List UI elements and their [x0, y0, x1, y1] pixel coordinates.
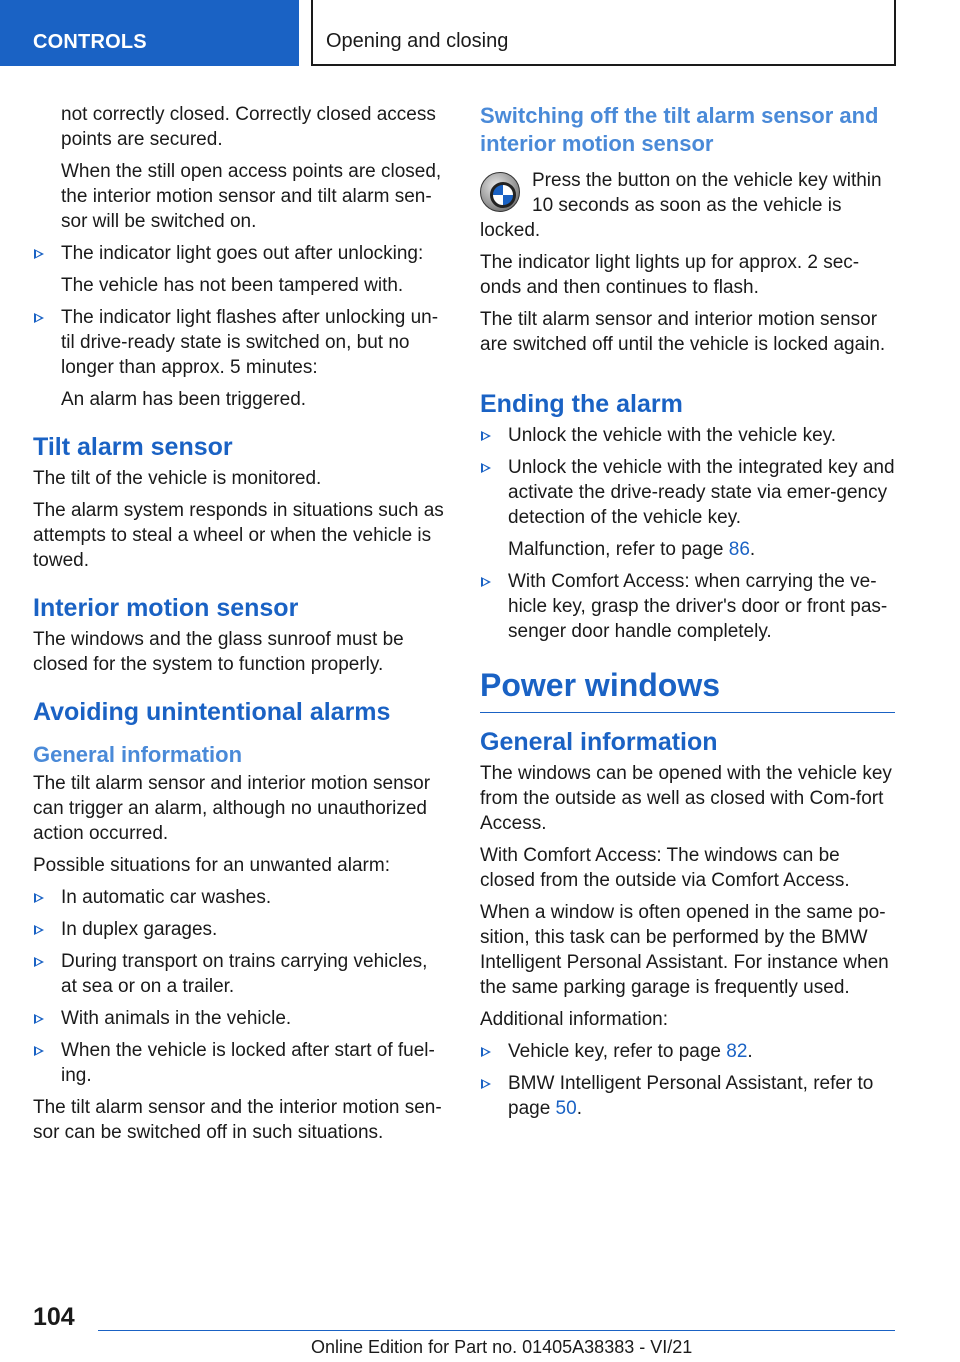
paragraph-text: Press the button on the vehicle key within 10 seconds as soon as the vehicle is locked.	[480, 170, 882, 241]
paragraph: The tilt alarm sensor and the interior motion sen‐sor can be switched off in such situations.	[33, 1097, 442, 1143]
list-item	[33, 1006, 448, 1031]
page-link[interactable]: 86	[728, 539, 750, 560]
paragraph: When the still open access points are closed, the interior motion sensor and tilt alarm sen‐sor will be switched on.	[61, 161, 442, 232]
list-item	[480, 455, 895, 562]
paragraph: The tilt of the vehicle is monitored.	[33, 468, 322, 489]
list-item	[480, 1039, 895, 1064]
cross-reference-text: Malfunction, refer to page	[508, 539, 729, 560]
cross-reference-text: BMW Intelligent Personal Assistant, refer to page	[508, 1073, 874, 1119]
left-column	[33, 102, 448, 1152]
bullet-triangle-icon	[34, 1014, 44, 1024]
list-item	[480, 1071, 895, 1121]
paragraph: When a window is often opened in the same po‐sition, this task can be performed by the BMW Intelligent Personal Assistant. For instance when the same parking garage is frequently used.	[480, 902, 889, 998]
paragraph: The tilt alarm sensor and interior motion sensor can trigger an alarm, although no unauthorized action occurred.	[33, 773, 431, 844]
heading-general-information: General information	[480, 728, 718, 756]
list-item	[33, 885, 448, 910]
bullet-triangle-icon	[481, 577, 491, 587]
chapter-tab	[311, 0, 896, 66]
bullet-triangle-icon	[34, 957, 44, 967]
paragraph: The tilt alarm sensor and interior motion sensor are switched off until the vehicle is locked again.	[480, 309, 886, 355]
list-item	[33, 917, 448, 942]
bmw-key-button-icon	[480, 172, 520, 212]
list-item-text: The indicator light goes out after unlocking:	[61, 243, 424, 264]
heading-general-information: General information	[33, 742, 243, 767]
footer-divider	[98, 1330, 895, 1331]
paragraph-with-icon	[480, 168, 895, 243]
page-number: 104	[33, 1303, 75, 1331]
list-item-text: Unlock the vehicle with the vehicle key.	[508, 425, 837, 446]
paragraph: Additional information:	[480, 1009, 668, 1030]
list-item-text: In automatic car washes.	[61, 887, 272, 908]
heading-switching-off-sensors: Switching off the tilt alarm sensor and interior motion sensor	[480, 103, 879, 156]
list-item-text: The indicator light flashes after unlocking un‐til drive-ready state is switched on, but no longer than approx. 5 minutes:	[61, 307, 439, 378]
heading-ending-the-alarm: Ending the alarm	[480, 390, 683, 418]
paragraph: Possible situations for an unwanted alarm:	[33, 855, 390, 876]
list-item-subtext: The vehicle has not been tampered with.	[61, 275, 404, 296]
list-item	[33, 305, 448, 412]
list-item	[480, 569, 895, 644]
heading-power-windows: Power windows	[480, 666, 895, 713]
heading-tilt-alarm-sensor: Tilt alarm sensor	[33, 433, 233, 461]
section-tab	[0, 0, 299, 66]
chapter-title: Opening and closing	[326, 30, 509, 52]
list-item	[33, 241, 448, 298]
bullet-triangle-icon	[34, 313, 44, 323]
bullet-triangle-icon	[34, 249, 44, 259]
list-item-subtext: An alarm has been triggered.	[61, 389, 307, 410]
bullet-triangle-icon	[481, 463, 491, 473]
page-link[interactable]: 82	[726, 1041, 748, 1062]
bullet-triangle-icon	[34, 925, 44, 935]
list-item-text: With animals in the vehicle.	[61, 1008, 292, 1029]
list-item	[33, 949, 448, 999]
cross-reference-text: Vehicle key, refer to page	[508, 1041, 727, 1062]
page-header	[0, 0, 960, 66]
ending-list	[480, 423, 895, 644]
paragraph: The windows and the glass sunroof must be closed for the system to function properly.	[33, 629, 404, 675]
paragraph: The alarm system responds in situations such as attempts to steal a wheel or when the vehicle is towed.	[33, 500, 444, 571]
paragraph: With Comfort Access: The windows can be closed from the outside via Comfort Access.	[480, 845, 850, 891]
list-item-text: Vehicle key, refer to page 82.	[508, 1041, 753, 1062]
edition-note: Online Edition for Part no. 01405A38383 - VI/21	[311, 1337, 693, 1357]
list-item	[33, 1038, 448, 1088]
heading-avoiding-alarms: Avoiding unintentional alarms	[33, 698, 391, 726]
bullet-triangle-icon	[481, 1079, 491, 1089]
bullet-triangle-icon	[34, 893, 44, 903]
list-item-subtext: Malfunction, refer to page 86.	[508, 539, 756, 560]
bullet-triangle-icon	[34, 1046, 44, 1056]
heading-interior-motion-sensor: Interior motion sensor	[33, 594, 299, 622]
paragraph: The indicator light lights up for approx. 2 sec‐onds and then continues to flash.	[480, 252, 860, 298]
right-column	[480, 102, 895, 1128]
indicator-list	[33, 241, 448, 412]
bullet-triangle-icon	[481, 1047, 491, 1057]
page-link[interactable]: 50	[555, 1098, 577, 1119]
list-item-text: During transport on trains carrying vehicles, at sea or on a trailer.	[61, 951, 428, 997]
section-title: CONTROLS	[33, 31, 147, 53]
list-item-text: Unlock the vehicle with the integrated key and activate the drive-ready state via emer‐gency detection of the vehicle key.	[508, 457, 895, 528]
list-item	[480, 423, 895, 448]
situations-list	[33, 885, 448, 1088]
additional-info-list	[480, 1039, 895, 1121]
paragraph: The windows can be opened with the vehicle key from the outside as well as closed with Com‐fort Access.	[480, 763, 892, 834]
list-item-text: When the vehicle is locked after start of fuel‐ing.	[61, 1040, 435, 1086]
paragraph: not correctly closed. Correctly closed access points are secured.	[61, 104, 436, 150]
list-item-text: With Comfort Access: when carrying the ve‐hicle key, grasp the driver's door or front pas‐senger door handle completely.	[508, 571, 888, 642]
bullet-triangle-icon	[481, 431, 491, 441]
list-item-text: BMW Intelligent Personal Assistant, refer to page 50.	[508, 1073, 874, 1119]
list-item-text: In duplex garages.	[61, 919, 218, 940]
